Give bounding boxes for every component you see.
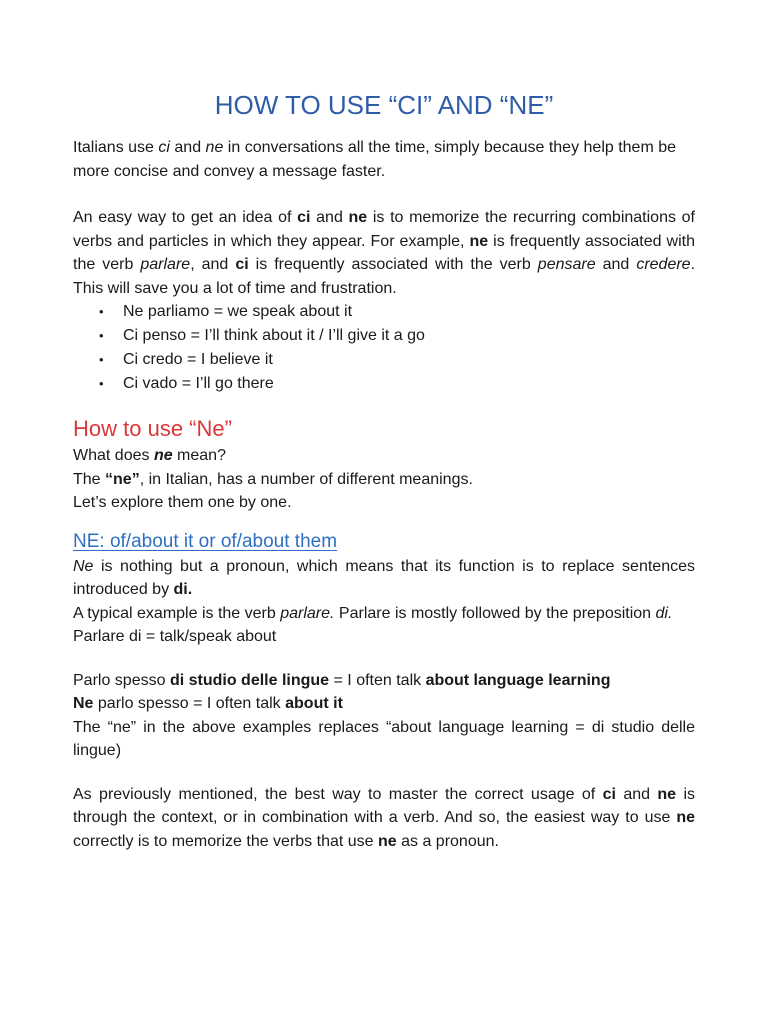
final-ne: ne bbox=[378, 832, 397, 850]
final-text: is through the context, or in combination with a verb. And so, the easiest way to use bbox=[73, 785, 696, 826]
final-ne: ne bbox=[657, 785, 677, 803]
easy-way-text: . This will save you a lot of time and frustration. bbox=[73, 256, 696, 297]
easy-way-ci: ci bbox=[235, 256, 249, 273]
ne-meanings-line bbox=[73, 468, 695, 492]
example-bold: di studio delle lingue bbox=[169, 671, 330, 689]
easy-way-pensare: pensare bbox=[537, 256, 596, 273]
parlare-di-line: Parlare di = talk/speak about bbox=[73, 628, 277, 645]
easy-way-paragraph bbox=[73, 206, 695, 300]
example-bold: Ne bbox=[73, 695, 94, 712]
parlare-text: A typical example is the verb bbox=[73, 604, 281, 622]
easy-way-ne: ne bbox=[469, 232, 489, 250]
final-paragraph bbox=[73, 783, 695, 854]
section-heading-ne: How to use “Ne” bbox=[73, 416, 232, 441]
example-text: Parlo spesso bbox=[73, 671, 170, 689]
page-title: HOW TO USE “CI” AND “NE” bbox=[214, 90, 554, 120]
intro-text: and bbox=[169, 139, 206, 156]
intro-paragraph bbox=[73, 136, 695, 183]
easy-way-text: , and bbox=[190, 256, 236, 273]
example-explanation: The “ne” in the above examples replaces “about language learning = di studio delle lingue) bbox=[73, 718, 695, 759]
list-item: • Ci vado = I’ll go there bbox=[123, 372, 695, 396]
list-item: • Ne parliamo = we speak about it bbox=[123, 300, 695, 324]
list-item: • Ci credo = I believe it bbox=[123, 348, 695, 372]
pronoun-paragraph bbox=[73, 555, 695, 602]
final-ne: ne bbox=[676, 809, 695, 826]
ne-meanings-text: The bbox=[73, 470, 106, 488]
spacer bbox=[73, 763, 695, 783]
parlare-di: di. bbox=[655, 604, 673, 622]
ne-question-ne: ne bbox=[153, 447, 173, 464]
easy-way-ne: ne bbox=[348, 209, 368, 226]
parlare-paragraph bbox=[73, 602, 695, 626]
easy-way-text: is to memorize the recurring combinations of verbs and particles in which they appear. For example, bbox=[73, 209, 695, 250]
final-text: As previously mentioned, the best way to master the correct usage of bbox=[73, 785, 603, 803]
final-text: and bbox=[615, 785, 658, 803]
final-ci: ci bbox=[602, 785, 616, 803]
parlare-verb: parlare. bbox=[280, 604, 335, 622]
easy-way-credere: credere bbox=[636, 256, 691, 273]
easy-way-text: is frequently associated with the verb bbox=[73, 232, 696, 273]
example-text: = I often talk bbox=[329, 671, 426, 689]
easy-way-text: An easy way to get an idea of bbox=[73, 209, 298, 226]
example-line-2 bbox=[73, 692, 695, 716]
example-line-1 bbox=[73, 669, 695, 693]
document-body bbox=[73, 86, 695, 853]
spacer bbox=[73, 649, 695, 669]
final-text: correctly is to memorize the verbs that use bbox=[73, 832, 378, 850]
intro-ci: ci bbox=[158, 139, 170, 156]
example-text: parlo spesso = I often talk bbox=[93, 695, 286, 712]
easy-way-parlare: parlare bbox=[140, 256, 191, 273]
easy-way-ci: ci bbox=[297, 209, 311, 226]
pronoun-ne: Ne bbox=[73, 557, 94, 575]
ne-question bbox=[73, 444, 695, 468]
parlare-text: Parlare is mostly followed by the preposition bbox=[334, 604, 656, 622]
ne-meanings-text: , in Italian, has a number of different meanings. bbox=[139, 470, 473, 488]
easy-way-text: is frequently associated with the verb bbox=[248, 256, 538, 273]
pronoun-di: di. bbox=[173, 581, 193, 598]
spacer bbox=[73, 183, 695, 206]
final-text: as a pronoun. bbox=[396, 832, 499, 850]
intro-ne: ne bbox=[205, 139, 224, 156]
example-bold: about language learning bbox=[425, 671, 611, 689]
subsection-heading: NE: of/about it or of/about them bbox=[73, 530, 338, 552]
ne-question-text: mean? bbox=[172, 447, 226, 464]
easy-way-text: and bbox=[310, 209, 349, 226]
intro-text: Italians use bbox=[73, 139, 159, 156]
ne-meanings-ne: “ne” bbox=[105, 470, 140, 488]
example-bold: about it bbox=[285, 695, 343, 712]
ne-question-text: What does bbox=[73, 447, 154, 464]
examples-list bbox=[73, 300, 695, 396]
intro-text: in conversations all the time, simply because they help them be more concise and convey a message faster. bbox=[73, 139, 677, 180]
pronoun-text: is nothing but a pronoun, which means that its function is to replace sentences introduced by bbox=[73, 557, 695, 598]
list-item: • Ci penso = I’ll think about it / I’ll give it a go bbox=[123, 324, 695, 348]
ne-explore-line: Let’s explore them one by one. bbox=[73, 494, 292, 511]
easy-way-text: and bbox=[595, 256, 637, 273]
